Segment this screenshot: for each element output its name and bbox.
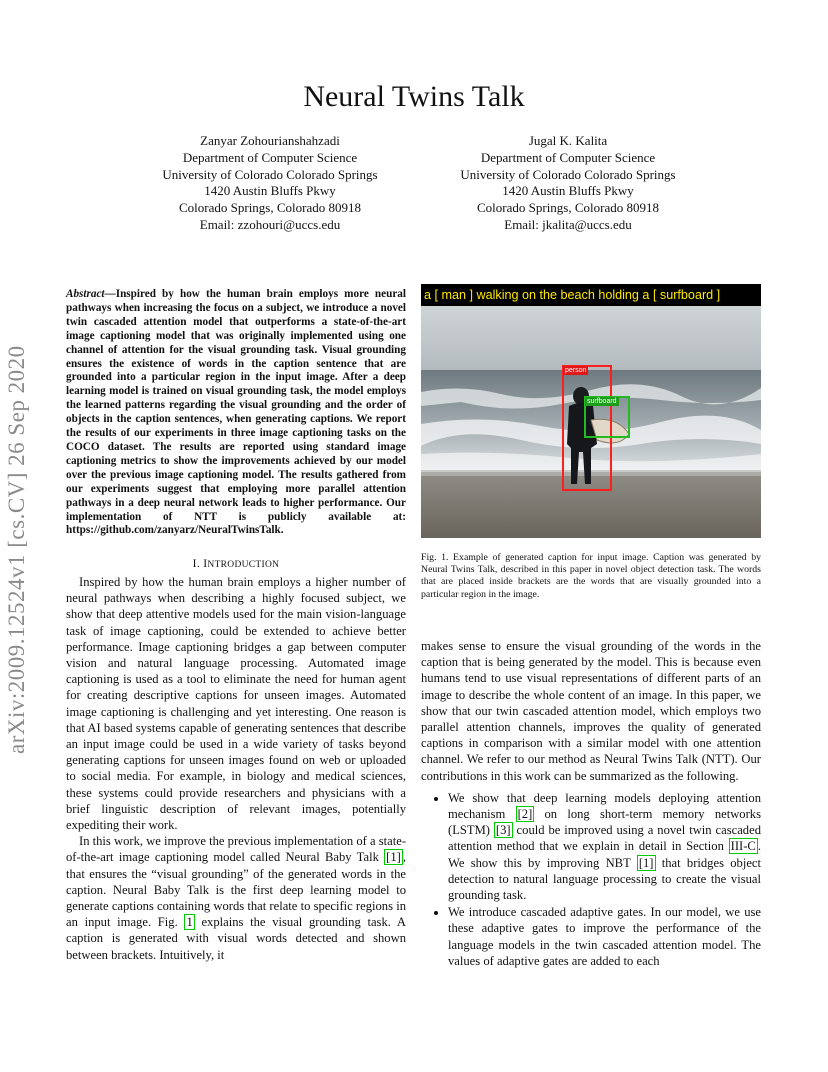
citation-link[interactable]: [1] bbox=[638, 855, 654, 870]
intro-paragraph-3: makes sense to ensure the visual grounding of the words in the caption that is being generated by the model. This is because even humans tend to use visual representations of different parts of an image to describe the whole content of an image. In this paper, we show that our twin cascaded attention model, which employs two parallel attention channels, improves the quality of generated captions in comparison with a similar model with one attention channel. We refer to our method as Neural Twins Talk (NTT). Our contributions in this work can be summarized as the following. bbox=[421, 639, 761, 783]
author-block-2 bbox=[438, 133, 698, 234]
list-item: • We show that deep learning models deploying attention mechanism [2] on long short-term memory networks (LSTM) [3] could be improved using a novel twin cascaded attention method that we explain in detail in Section III-C . We show this by improving NBT [1] that bridges object detection to natural language processing to create the visual grounding task. bbox=[448, 790, 761, 903]
detection-label-person: person bbox=[565, 367, 587, 374]
beach-photo bbox=[421, 284, 761, 538]
author-block-1 bbox=[140, 133, 400, 234]
author-email: Email: zzohouri@uccs.edu bbox=[199, 216, 341, 232]
intro-text-left-column bbox=[66, 574, 406, 963]
author-name: Jugal K. Kalita bbox=[528, 133, 608, 148]
intro-paragraph-2: In this work, we improve the previous implementation of a state-of-the-art image captioning model called Neural Baby Talk [1] , that ensures the “visual grounding” of the generated words in the caption. Neural Baby Talk is the first deep learning model to generate captions containing words that relate to specific regions in an input image. Fig. 1 explains the visual grounding task. A caption is generated with visual words detected and shown between brackets. Intuitively, it bbox=[66, 834, 407, 962]
author-university: University of Colorado Colorado Springs bbox=[162, 166, 378, 182]
citation-link[interactable]: [2] bbox=[517, 807, 533, 822]
figure-link[interactable]: 1 bbox=[186, 915, 193, 930]
intro-text-right-column bbox=[421, 638, 761, 970]
list-item: • We introduce cascaded adaptive gates. In our model, we use these adaptive gates to improve the performance of the language models in the twin cascaded attention model. The values of adaptive gates are added to each bbox=[448, 904, 761, 969]
detection-label-surfboard: surfboard bbox=[587, 398, 617, 405]
abstract-text: —Inspired by how the human brain employs more neural pathways when increasing the focus on a subject, we introduce a novel twin cascaded attention model that outperforms a state-of-the-art image captioning model that was originally implemented using one channel of attention for the visual grounding task. Visual grounding ensures the existence of words in the caption sentence that are grounded into a particular region in the input image. After a deep learning model is trained on visual grounding task, the model employs the learned patterns regarding the visual grounding and the order of objects in the caption sentences, when generating captions. We report the results of our experiments in three image captioning tasks on the COCO dataset. The results are reported using standard image captioning metrics to show the improvements achieved by our model over the previous image captioning model. The results gathered from our experiments suggest that employing more parallel attention pathways in a deep neural network leads to higher performance. Our implementation of NTT is publicly available at: https://github.com/zanyarz/NeuralTwinsTalk. bbox=[66, 288, 406, 537]
author-street: 1420 Austin Bluffs Pkwy bbox=[502, 183, 634, 199]
abstract bbox=[66, 288, 406, 538]
author-department: Department of Computer Science bbox=[480, 149, 656, 165]
section-heading-introduction: I. INTRODUCTION bbox=[192, 557, 280, 570]
author-department: Department of Computer Science bbox=[182, 149, 358, 165]
intro-paragraph-1: Inspired by how the human brain employs a higher number of neural pathways when describing a highly focused subject, we show that deep attentive models used for the main vision-language task of image captioning, could be extended to achieve better performance. Image captioning bridges a gap between computer vision and natural language processing. Automated image captioning is used as a tool to eliminate the need for human agent for creating descriptive captions for unseen images. Automated image captioning is challenging and yet interesting. One reason is that AI based systems capable of generating sentences that describe an input image could be used in a wide variety of tasks beyond generating captions for unseen images found on web or uploaded to social media. For example, in biology and medical sciences, these systems could provide researchers and physicians with a brief linguistic description of relevant images, potentially expediting their work. bbox=[66, 575, 406, 833]
citation-link[interactable]: [3] bbox=[495, 823, 511, 838]
author-email: Email: jkalita@uccs.edu bbox=[504, 216, 632, 232]
author-city: Colorado Springs, Colorado 80918 bbox=[179, 200, 361, 216]
author-university: University of Colorado Colorado Springs bbox=[460, 166, 676, 182]
citation-link[interactable]: [1] bbox=[386, 850, 401, 865]
paper-title: Neural Twins Talk bbox=[303, 80, 525, 113]
figure-1-image bbox=[421, 284, 761, 538]
author-street: 1420 Austin Bluffs Pkwy bbox=[204, 183, 336, 199]
author-name: Zanyar Zohourianshahzadi bbox=[200, 133, 340, 148]
author-city: Colorado Springs, Colorado 80918 bbox=[477, 200, 659, 216]
contributions-list bbox=[421, 790, 761, 969]
arxiv-identifier-stamp: arXiv:2009.12524v1 [cs.CV] 26 Sep 2020 bbox=[4, 345, 29, 754]
abstract-lead: Abstract bbox=[66, 288, 105, 300]
section-link[interactable]: III-C bbox=[730, 839, 756, 854]
figure-caption: Fig. 1. Example of generated caption for input image. Caption was generated by Neural Twins Talk, described in this paper in novel object detection task. The words that are placed inside brackets are the words that are visually grounded into a particular region in the image. bbox=[421, 552, 761, 600]
generated-caption-bar: a [ man ] walking on the beach holding a [ surfboard ] bbox=[421, 284, 761, 306]
